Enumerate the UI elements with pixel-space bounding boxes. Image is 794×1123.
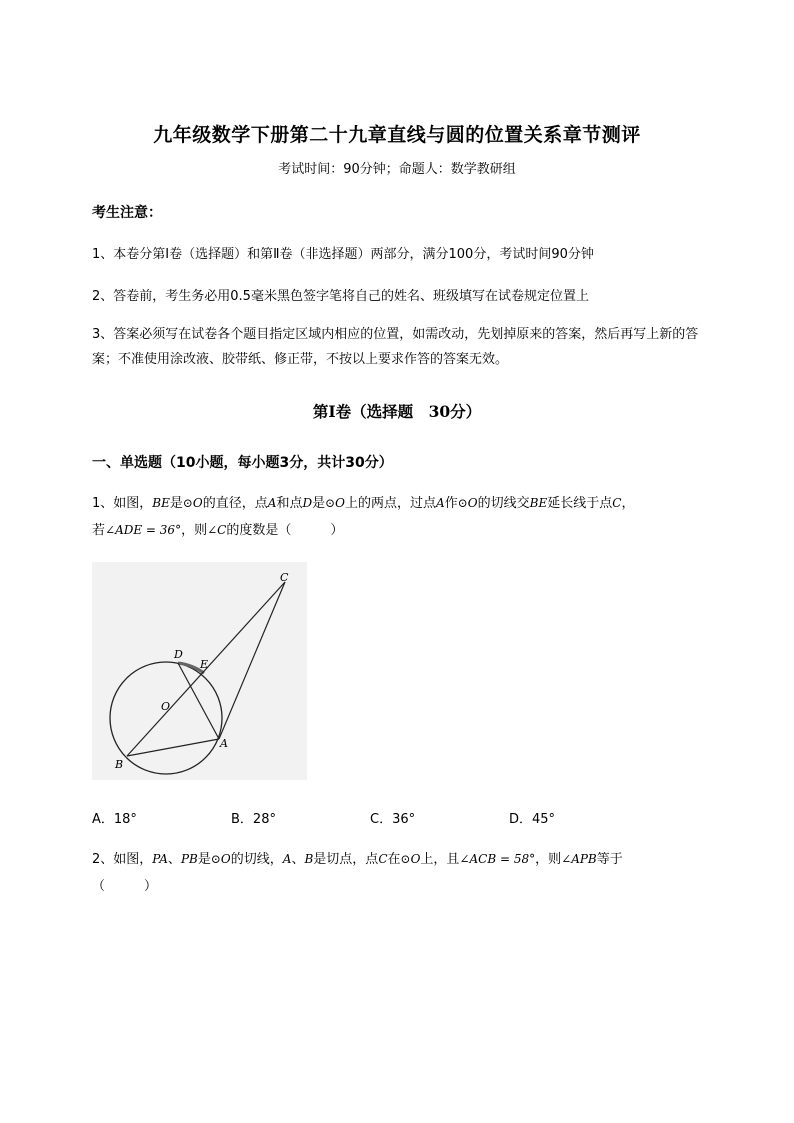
page-title: 九年级数学下册第二十九章直线与圆的位置关系章节测评: [153, 124, 641, 146]
q1-text: ，: [621, 496, 635, 511]
option-a[interactable]: A．18°: [92, 812, 137, 827]
notice-item-1: 1、本卷分第I卷（选择题）和第Ⅱ卷（非选择题）两部分，满分100分，考试时间90分钟: [92, 247, 594, 262]
question-2: [92, 846, 712, 900]
q2-b: B: [304, 852, 314, 866]
q1-angle: ∠ADE = 36°: [105, 523, 182, 537]
q1-be: BE: [529, 496, 548, 510]
q2-pb: PB: [180, 852, 198, 866]
q2-circle-o: ⊙O: [210, 852, 231, 866]
q1-text: ，则: [181, 523, 208, 538]
q2-angle: ∠ACB = 58°: [459, 852, 536, 866]
q2-text: 、: [291, 852, 305, 867]
label-b: B: [115, 758, 124, 771]
q1-text: 1、如图，: [92, 496, 153, 511]
notice-item-3: 3、答案必须写在试卷各个题目指定区域内相应的位置，如需改动，先划掉原来的答案，然后再写上新的答案；不准使用涂改液、胶带纸、修正带，不按以上要求作答的答案无效。: [92, 327, 699, 367]
q2-answer-blank: （ ）: [92, 879, 158, 894]
q2-text: 的切线，: [230, 852, 283, 867]
q1-text: 上的两点，过点: [345, 496, 437, 511]
q2-text: 在: [387, 852, 401, 867]
q1-figure: [92, 562, 307, 780]
q1-d: D: [302, 496, 313, 510]
question-1: [92, 490, 712, 544]
q2-text: 是: [197, 852, 211, 867]
q2-text: 是切点，点: [313, 852, 379, 867]
q1-angle-c: ∠C: [207, 523, 227, 537]
q1-text: 是: [169, 496, 183, 511]
q1-circle-o: ⊙O: [182, 496, 203, 510]
q1-a: A: [267, 496, 277, 510]
q2-text: ，则: [535, 852, 562, 867]
q1-c: C: [612, 496, 622, 510]
q2-text: 2、如图，: [92, 852, 153, 867]
option-b[interactable]: B．28°: [231, 812, 276, 827]
label-d: D: [174, 648, 183, 661]
q2-circle-o: ⊙O: [400, 852, 421, 866]
section-title: 第I卷（选择题 30分）: [312, 402, 482, 421]
q2-a: A: [282, 852, 292, 866]
q2-angle-apb: ∠APB: [561, 852, 597, 866]
exam-info: 考试时间：90分钟；命题人：数学教研组: [278, 162, 516, 177]
q1-circle-o: ⊙O: [457, 496, 478, 510]
q2-text: 等于: [596, 852, 623, 867]
q1-text: 作: [444, 496, 458, 511]
option-c[interactable]: C．36°: [370, 812, 416, 827]
label-e: E: [200, 658, 209, 671]
q1-text: 的直径，点: [202, 496, 268, 511]
q1-a: A: [436, 496, 445, 510]
q2-c: C: [378, 852, 388, 866]
label-c: C: [280, 571, 289, 584]
q1-text: 若: [92, 523, 106, 538]
q1-text: 是: [312, 496, 326, 511]
option-d[interactable]: D．45°: [509, 812, 556, 827]
q1-text: 和点: [276, 496, 303, 511]
notice-heading: 考生注意：: [92, 205, 162, 221]
q1-text: 延长线于点: [547, 496, 613, 511]
q1-text: 的度数是（ ）: [226, 523, 344, 538]
q1-text: 的切线交: [477, 496, 530, 511]
q2-text: 上，且: [420, 852, 460, 867]
q1-circle-o: ⊙O: [325, 496, 346, 510]
notice-item-2: 2、答卷前，考生务必用0.5毫米黑色签字笔将自己的姓名、班级填写在试卷规定位置上: [92, 289, 589, 304]
q1-be: BE: [152, 496, 170, 510]
part-title: 一、单选题（10小题，每小题3分，共计30分）: [92, 455, 393, 471]
label-a: A: [220, 737, 228, 750]
q2-text: 、: [167, 852, 181, 867]
label-o: O: [161, 700, 171, 713]
q2-pa: PA: [152, 852, 168, 866]
